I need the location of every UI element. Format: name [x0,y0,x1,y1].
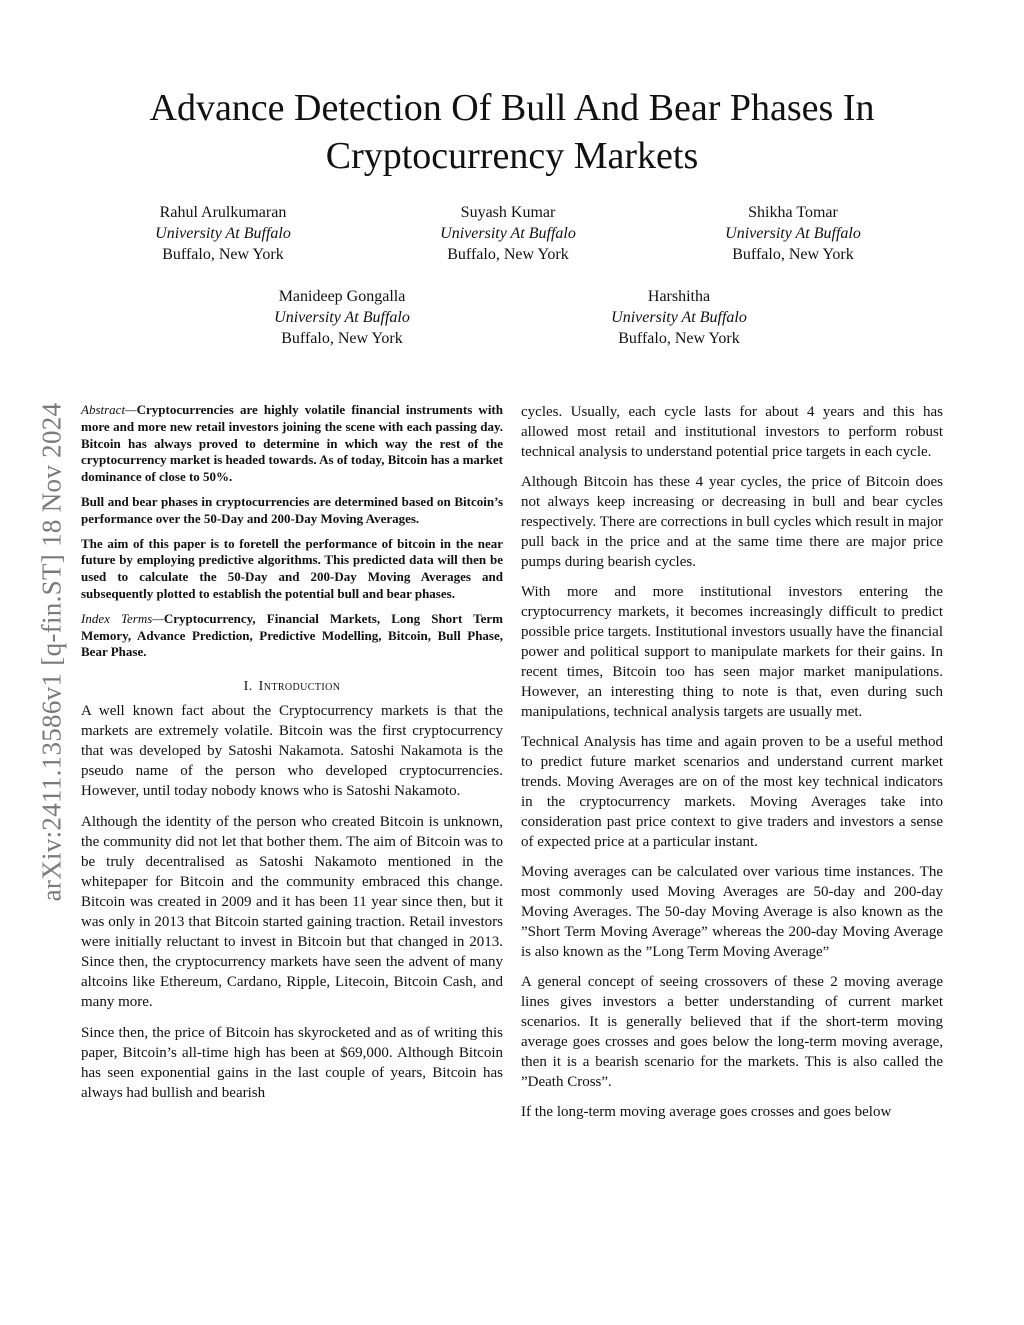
section-heading [81,678,503,696]
body-paragraph: Although Bitcoin has these 4 year cycles, the price of Bitcoin does not always keep increasing or decreasing in bull and bear cycles respectively. There are corrections in bull cycles which result in major pull back in the price and at the same time there are major price pumps during bearish cycles. [521,474,943,570]
author-block [73,202,373,265]
section-title: Introduction [258,679,341,695]
body-paragraph: If the long-term moving average goes crosses and goes below [521,1104,892,1120]
index-terms [81,611,503,661]
left-column [81,402,503,1114]
author-block [358,202,658,265]
author-location: Buffalo, New York [281,330,403,347]
abstract-text: Cryptocurrencies are highly volatile financial instruments with more and more new retail investors joining the scene with each passing day. Bitcoin has always proved to determine in which way the rest of the cryptocurrency market is headed towards. As of today, Bitcoin has a market dominance of close to 50%. [81,402,503,485]
author-affiliation: University At Buffalo [155,225,291,242]
body-paragraph: A well known fact about the Cryptocurrency markets is that the markets are extremely volatile. Bitcoin was the first cryptocurrency that was developed by Satoshi Nakamota. Satoshi Nakamota is the pseudo name of the person who developed cryptocurrencies. However, until today nobody knows who is Satoshi Nakamoto. [81,703,503,800]
author-name: Rahul Arulkumaran [159,204,287,221]
author-affiliation: University At Buffalo [440,225,576,242]
body-paragraph: Although the identity of the person who created Bitcoin is unknown, the community did not let that bother them. The aim of Bitcoin was to be truly decentralised as Satoshi Nakamoto mentioned in the whitepaper for Bitcoin and the community embraced this change. Bitcoin was created in 2009 and it has been 11 year since then, but it was only in 2013 that Bitcoin started gaining traction. Retail investors were initially reluctant to invest in Bitcoin but that changed in 2013. Since then, the cryptocurrency markets have seen the advent of many altcoins like Ethereum, Cardano, Ripple, Litecoin, Bitcoin Cash, and many more. [81,814,503,1011]
abstract-paragraph [81,402,503,486]
body-paragraph: With more and more institutional investors entering the cryptocurrency markets, it becomes increasingly difficult to predict possible price targets. Institutional investors usually have the financial power and political support to manipulate markets for their gains. In recent times, Bitcoin too has seen major market manipulations. However, an interesting thing to note is that, even during such manipulations, technical analysis targets are usually met. [521,584,943,720]
body-paragraph: A general concept of seeing crossovers of these 2 moving average lines gives investors a better understanding of current market scenarios. It is generally believed that if the short-term moving average goes crosses and goes below the long-term moving average, then it is a bearish scenario for the markets. This is also called the ”Death Cross”. [521,974,943,1090]
author-name: Shikha Tomar [748,204,838,221]
body-paragraph: cycles. Usually, each cycle lasts for about 4 years and this has allowed most retail and institutional investors to perform robust technical analysis to understand potential price targets in each cycle. [521,404,943,460]
author-location: Buffalo, New York [447,246,569,263]
right-column [521,402,943,1132]
index-terms-text: Cryptocurrency, Financial Markets, Long Short Term Memory, Advance Prediction, Predictive Modelling, Bitcoin, Bull Phase, Bear Phase. [81,610,503,660]
author-block [643,202,943,265]
index-terms-label: Index Terms— [81,610,164,626]
author-name: Harshitha [647,288,711,305]
arxiv-identifier: arXiv:2411.13586v1 [q-fin.ST] 18 Nov 2024 [36,402,67,902]
author-name: Manideep Gongalla [278,288,406,305]
author-name: Suyash Kumar [460,204,556,221]
author-affiliation: University At Buffalo [725,225,861,242]
abstract-paragraph: Bull and bear phases in cryptocurrencies are determined based on Bitcoin’s performance over the 50-Day and 200-Day Moving Averages. [81,493,503,526]
section-number: I. [243,679,253,695]
author-location: Buffalo, New York [618,330,740,347]
abstract-paragraph: The aim of this paper is to foretell the performance of bitcoin in the near future by employing predictive algorithms. This predicted data will then be used to calculate the 50-Day and 200-Day Moving Averages and subsequently plotted to establish the potential bull and bear phases. [81,535,503,601]
body-paragraph: Technical Analysis has time and again proven to be a useful method to predict future market scenarios and understand current market trends. Moving Averages are on of the most key technical indicators in the cryptocurrency markets. Moving Averages take into consideration past price context to give traders and investors a sense of expected price at a particular instant. [521,734,943,850]
author-affiliation: University At Buffalo [611,309,747,326]
author-affiliation: University At Buffalo [274,309,410,326]
author-location: Buffalo, New York [162,246,284,263]
author-location: Buffalo, New York [732,246,854,263]
body-paragraph: Since then, the price of Bitcoin has skyrocketed and as of writing this paper, Bitcoin’s all-time high has been at $69,000. Although Bitcoin has seen exponential gains in the last couple of years, Bitcoin has always had bullish and bearish [81,1025,503,1102]
paper-title: Advance Detection Of Bull And Bear Phases In Cryptocurrency Markets [149,87,875,177]
abstract-label: Abstract— [81,402,137,417]
author-block [192,286,492,349]
body-paragraph: Moving averages can be calculated over various time instances. The most commonly used Moving Averages are 50-day and 200-day Moving Averages. The 50-day Moving Average is also known as the ”Short Term Moving Average” whereas the 200-day Moving Average is also known as the ”Long Term Moving Average” [521,864,943,960]
author-block [529,286,829,349]
